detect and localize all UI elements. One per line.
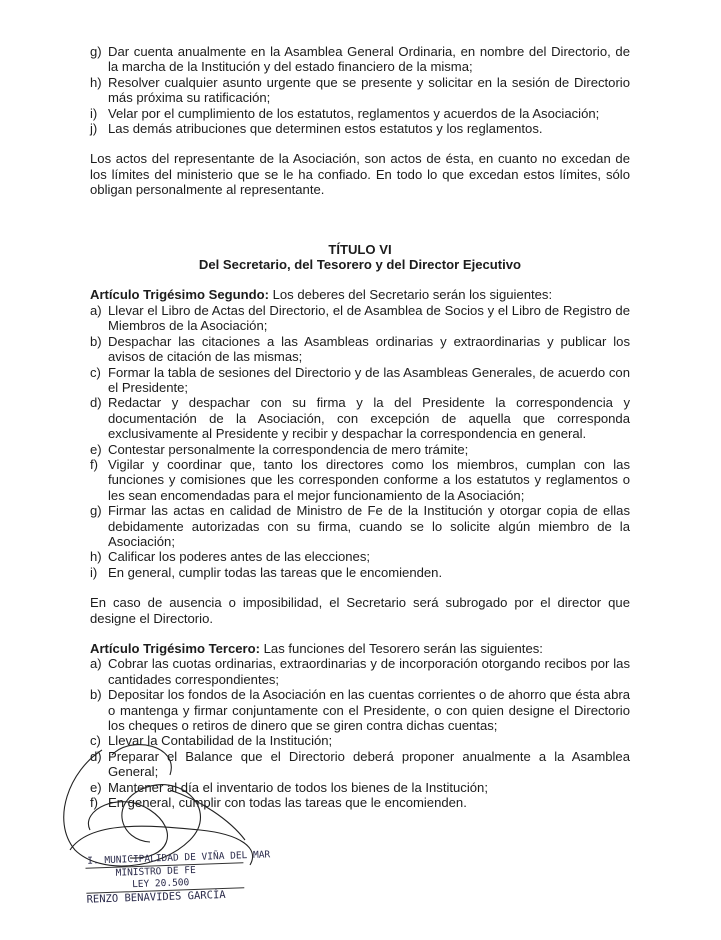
list-item: a) Cobrar las cuotas ordinarias, extraordinarias y de incorporación otorgando recibos por las cantidades correspondientes;	[90, 656, 630, 687]
list-item: i) Velar por el cumplimiento de los estatutos, reglamentos y acuerdos de la Asociación;	[90, 105, 600, 121]
list-item: f) En general, cumplir con todas las tareas que le encomienden.	[90, 795, 467, 811]
article-33-title: Artículo Trigésimo Tercero:	[90, 641, 261, 656]
list-item: c) Formar la tabla de sesiones del Directorio y de las Asambleas Generales, de acuerdo con el Presidente;	[90, 364, 630, 395]
article-33-intro: Las funciones del Tesorero serán las siguientes:	[260, 641, 543, 656]
list-item: e) Mantener al día el inventario de todos los bienes de la Institución;	[90, 779, 488, 795]
list-item: b) Depositar los fondos de la Asociación en las cuentas corrientes o de ahorro que ésta abra o mantenga y firmar conjuntamente con el Presidente, o con quien designe el Directorio los cheques o retiros de dinero que se giren contra dichas cuentas;	[90, 687, 630, 734]
list-item: d) Preparar el Balance que el Directorio deberá proponer anualmente a la Asamblea General;	[90, 748, 630, 780]
list-item: a) Llevar el Libro de Actas del Directorio, el de Asamblea de Socios y el Libro de Registro de Miembros de la Asociación;	[90, 302, 630, 334]
stamp-line-4: RENZO BENAVIDES GARCÍA	[86, 887, 244, 906]
secretary-duties-list	[90, 303, 630, 580]
representative-paragraph: Los actos del representante de la Asociación, son actos de ésta, en cuanto no excedan de los límites del ministerio que se le ha confiado. En todo lo que excedan estos límites, sólo obligan personalmente al representante.	[90, 151, 630, 198]
list-item: e) Contestar personalmente la correspondencia de mero trámite;	[90, 441, 469, 457]
article-32-heading	[90, 287, 630, 302]
secretary-absence-paragraph: En caso de ausencia o imposibilidad, el Secretario será subrogado por el director que designe el Directorio.	[90, 595, 630, 626]
list-item: d) Redactar y despachar con su firma y la del Presidente la correspondencia y documentación de la Asociación, con excepción de aquella que corresponda exclusivamente al Presidente y recibir y despachar la correspondencia en general.	[90, 395, 630, 442]
article-32-title: Artículo Trigésimo Segundo:	[90, 287, 269, 303]
list-item: b) Despachar las citaciones a las Asambleas ordinarias y extraordinarias y publicar los avisos de citación de las mismas;	[90, 333, 630, 365]
stamp-line-3: LEY 20.500	[131, 877, 190, 891]
list-item: c) Llevar la Contabilidad de la Institución;	[90, 733, 333, 749]
list-item: i) En general, cumplir todas las tareas que le encomienden.	[90, 564, 443, 580]
list-item: g) Dar cuenta anualmente en la Asamblea General Ordinaria, en nombre del Directorio, de la marcha de la Institución y del estado financiero de la misma;	[90, 44, 630, 75]
article-32-intro: Los deberes del Secretario serán los siguientes:	[268, 287, 553, 303]
list-item: h) Calificar los poderes antes de las elecciones;	[90, 549, 371, 565]
stamp-line-1: I. MUNICIPALIDAD DE VIÑA DEL MAR	[85, 850, 243, 869]
list-item: g) Firmar las actas en calidad de Ministro de Fe de la Institución y otorgar copia de ellas debidamente autorizadas con su firma, cuando se lo solicite algún miembro de la Asociación;	[90, 503, 630, 549]
document-page	[90, 44, 630, 810]
list-item: j) Las demás atribuciones que determinen estos estatutos y los reglamentos.	[90, 121, 543, 137]
titulo-subtitle: Del Secretario, del Tesorero y del Director Ejecutivo	[198, 257, 522, 273]
article-33-heading	[90, 641, 630, 656]
list-item: f) Vigilar y coordinar que, tanto los directores como los miembros, cumplan con las funciones y comisiones que les corresponden conforme a los estatutos y reglamentos o les sean encomendadas para el mejor funcionamiento de la Asociación;	[90, 456, 630, 503]
ministro-de-fe-stamp	[85, 849, 271, 911]
list-item: h) Resolver cualquier asunto urgente que se presente y solicitar en la sesión de Directorio más próxima su ratificación;	[90, 74, 630, 106]
titulo-number: TÍTULO VI	[328, 241, 392, 257]
stamp-line-2: MINISTRO DE FE	[115, 864, 196, 879]
prev-duties-list	[90, 44, 630, 136]
